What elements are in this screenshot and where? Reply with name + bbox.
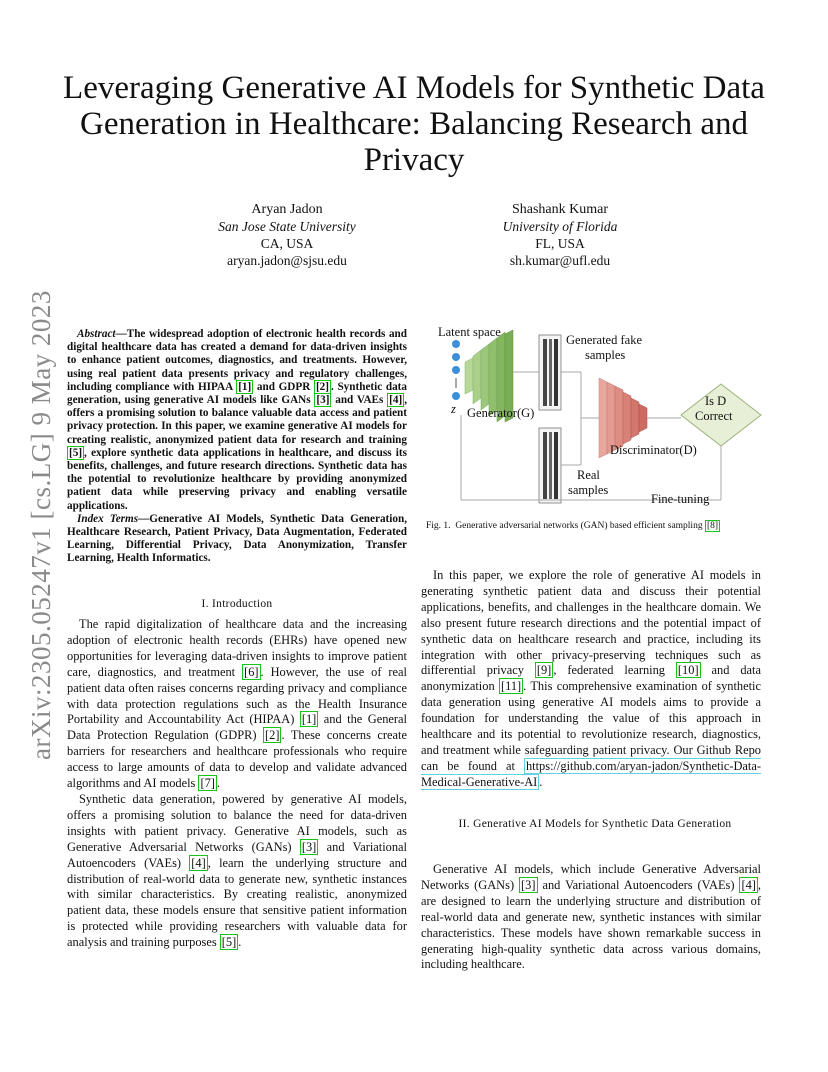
citation-link[interactable]: [9] [536,663,552,678]
author-email: aryan.jadon@sjsu.edu [227,253,347,268]
author-name: Shashank Kumar [511,202,609,217]
paragraph: Generative AI models, which include Generative Adversarial Networks (GANs) [3] and Variational Autoencoders (VAEs) [4] , are designed to learn the underlying structure and distribution of real-world data and generate new, synthetic instances with similar characteristics. These models have shown remarkable success in generating high-quality synthetic data across various domains, including healthcare. [421,862,761,972]
citation-link[interactable]: [4] [741,877,756,892]
real-samples-label-2: samples [568,483,609,497]
citation-link[interactable]: [7] [200,776,215,791]
introduction-body [67,617,407,951]
real-samples-stack [539,428,561,503]
caption-label: Fig. 1. [426,521,451,531]
correct-label: Correct [695,409,733,423]
paragraph: Synthetic data generation, powered by generative AI models, offers a promising solution to balance the need for data-driven insights with patient privacy. Generative AI models, such as Generative Adversarial Networks (GANs) [3] and Variational Autoencoders (VAEs) [4] , learn the underlying structure and distribution of real-world data to generate new, synthetic instances with similar characteristics. By creating realistic, anonymized patient data, these models ensure that sensitive patient information is protected while providing researchers with valuable data for analysis and training purposes [5] . [67,791,407,950]
author-name: Aryan Jadon [251,202,323,217]
citation-link[interactable]: [6] [244,664,259,679]
author-block-2 [440,201,680,269]
caption-text: Generative adversarial networks (GAN) based efficient sampling [455,521,705,531]
author-block-1 [167,201,407,269]
citation-link[interactable]: [8] [706,521,719,531]
real-samples-label-1: Real [577,468,600,482]
github-repo-link[interactable]: https://github.com/aryan-jadon/Synthetic-Data-Medical-Generative-AI [421,758,761,789]
abstract-text: , explore synthetic data applications in healthcare, and discuss its benefits, challenges, and future research directions. Synthetic data has the potential to revolutionize healthcare by providing anonymized patient data while preserving privacy and enabling versatile applications. [67,446,407,512]
figure-caption [426,521,766,531]
citation-link[interactable]: [3] [316,394,330,407]
abstract-dash: — [115,328,127,340]
citation-link[interactable]: [1] [301,712,317,727]
discriminator-label: Discriminator(D) [610,443,697,457]
latent-space-label: Latent space [438,325,501,339]
abstract-label: Abstract [77,328,116,340]
arxiv-identifier: arXiv:2305.05247v1 [cs.LG] 9 May 2023 [26,290,56,760]
column2-intro [421,568,761,791]
citation-link[interactable]: [10] [677,663,699,678]
citation-link[interactable]: [11] [500,679,522,694]
abstract-text: and GDPR [253,380,314,393]
citation-link[interactable]: [5] [69,446,83,459]
citation-link[interactable]: [4] [191,855,206,870]
author-location: CA, USA [260,236,314,251]
citation-link[interactable]: [4] [389,394,403,407]
generator-label: Generator(G) [467,406,535,420]
z-label: z [451,402,456,416]
section-heading-generative-models: II. Generative AI Models for Synthetic Data Generation [458,818,732,830]
index-terms-text: —Generative AI Models, Synthetic Data Generation, Healthcare Research, Patient Privacy, Data Augmentation, Federated Learning, Differential Privacy, Data Anonymization, Transfer Learning, Health Informatics. [67,512,407,565]
section2-body [421,862,761,973]
figure-gan-diagram [421,320,766,515]
abstract [67,328,407,566]
author-affiliation: San Jose State University [218,219,356,234]
abstract-text: , offers a promising solution to balance valuable data access and patient privacy protection. In this paper, we examine generative AI models for creating realistic, anonymized patient data for research and training [67,394,407,446]
latent-space-vector [452,340,460,400]
author-affiliation: University of Florida [502,219,618,234]
fake-samples-stack [539,335,561,410]
fine-tuning-label: Fine-tuning [651,492,710,506]
citation-link[interactable]: [1] [238,380,252,393]
paragraph: In this paper, we explore the role of generative AI models in generating synthetic patient data and discuss their potential applications, benefits, and challenges in the healthcare domain. We also present future research directions and the potential impact of synthetic data on healthcare research and practice, including its integration with other privacy-preserving techniques such as differential privacy [9] , federated learning [10] and data anonymization [11] . This comprehensive examination of synthetic data generation using generative AI models aims to provide a foundation for understanding the value of this approach in healthcare and its potential to revolutionize research, diagnostics, and treatment while safeguarding patient privacy. Our Github Repo can be found at https://github.com/aryan-jadon/Synthetic-Data-Medical-Generative-AI . [421,568,761,789]
author-location: FL, USA [535,236,585,251]
abstract-text: . Synthetic data generation, using generative AI models like GANs [67,380,407,407]
citation-link[interactable]: [3] [301,839,317,854]
citation-link[interactable]: [2] [265,728,280,743]
paper-title: Leveraging Generative AI Models for Synthetic Data Generation in Healthcare: Balancing Research and Privacy [63,70,765,178]
citation-link[interactable]: [3] [521,877,536,892]
paragraph: The rapid digitalization of healthcare data and the increasing adoption of electronic health records (EHRs) have opened new opportunities for leveraging data-driven insights to improve patient care, diagnostics, and treatment [6] . However, the use of real patient data often raises concerns regarding privacy and compliance with data protection regulations such as the Health Insurance Portability and Accountability Act (HIPAA) [1] and the General Data Protection Regulation (GDPR) [2] . These concerns create barriers for researchers and healthcare professionals who require access to large amounts of data to develop and validate advanced algorithms and AI models [7] . [67,617,408,791]
author-email: sh.kumar@ufl.edu [509,253,611,268]
arxiv-stamp [22,290,62,760]
is-d-label: Is D [705,394,727,408]
section-heading-introduction: I. Introduction [201,598,273,610]
citation-link[interactable]: [5] [221,935,237,950]
fake-samples-label-1: Generated fake [566,333,642,347]
fake-samples-label-2: samples [585,348,626,362]
abstract-text: The widespread adoption of electronic health records and digital healthcare data has created a demand for data-driven insights to enhance patient outcomes, diagnostics, and treatments. However, using real patient data presents privacy and regulatory challenges, including compliance with HIPAA [67,328,407,393]
abstract-text: and VAEs [331,394,388,407]
citation-link[interactable]: [2] [315,380,329,393]
index-terms-label: Index Terms [77,512,139,525]
